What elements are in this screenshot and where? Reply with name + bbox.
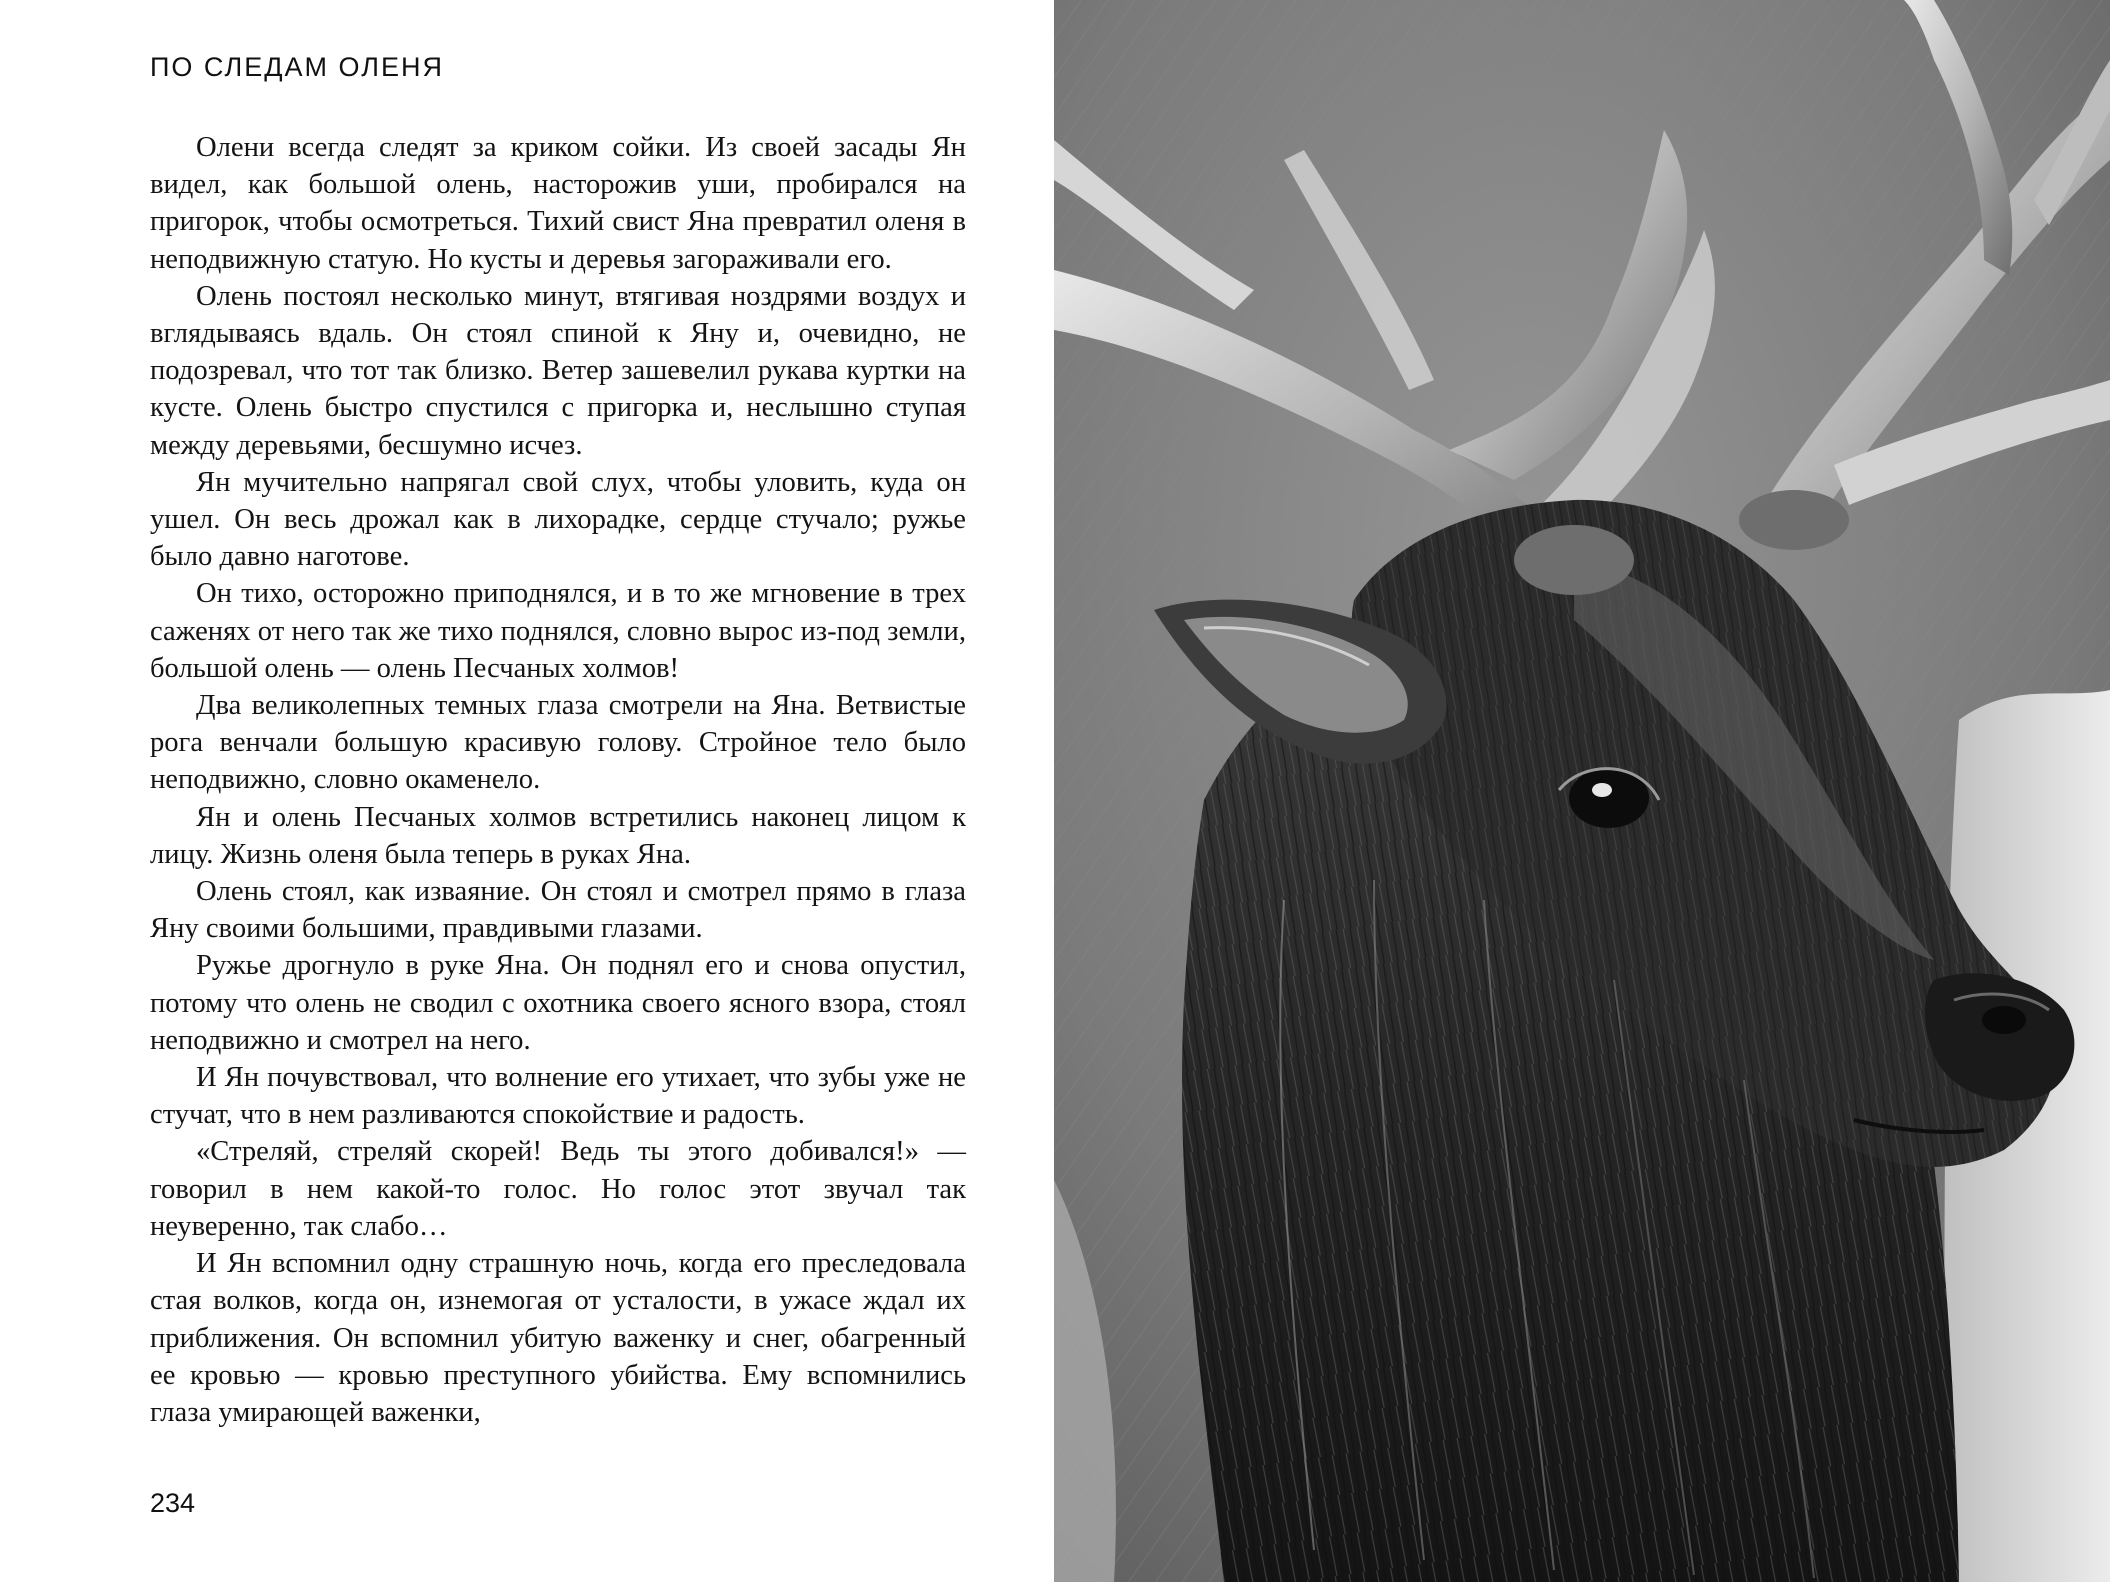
paragraph: Олень постоял несколько минут, втягивая ноздрями воздух и вглядываясь вдаль. Он стоял спиной к Яну и, очевидно, не подозревал, что тот так близко. Ветер зашевелил рукава куртки на кусте. Олень быстро спустился с пригорка и, неслышно ступая между деревьями, бесшумно исчез. <box>150 280 966 461</box>
paragraph: И Ян почувствовал, что волнение его утихает, что зубы уже не стучат, что в нем разливаются спокойствие и радость. <box>150 1062 966 1131</box>
running-head: ПО СЛЕДАМ ОЛЕНЯ <box>150 52 444 82</box>
text-page <box>0 0 1054 1582</box>
paragraph: Ян и олень Песчаных холмов встретились наконец лицом к лицу. Жизнь оленя была теперь в руках Яна. <box>150 801 966 870</box>
paragraph: Олень стоял, как изваяние. Он стоял и смотрел прямо в глаза Яну своими большими, правдивыми глазами. <box>150 876 966 945</box>
paragraph: Олени всегда следят за криком сойки. Из своей засады Ян видел, как большой олень, насторожив уши, пробирался на пригорок, чтобы осмотреться. Тихий свист Яна превратил оленя в неподвижную статую. Но кусты и деревья загораживали его. <box>150 132 966 275</box>
illustration-page <box>1054 0 2110 1582</box>
paragraph: Ружье дрогнуло в руке Яна. Он поднял его и снова опустил, потому что олень не сводил с охотника своего ясного взора, стоял неподвижно и смотрел на него. <box>150 950 966 1056</box>
body-text <box>150 129 966 1431</box>
paragraph: Он тихо, осторожно приподнялся, и в то же мгновение в трех саженях от него так же тихо поднялся, словно вырос из-под земли, большой олень — олень Песчаных холмов! <box>150 578 966 684</box>
paragraph: Ян мучительно напрягал свой слух, чтобы уловить, куда он ушел. Он весь дрожал как в лихорадке, сердце стучало; ружье было давно наготове. <box>150 466 966 573</box>
deer-illustration <box>1054 0 2110 1582</box>
paragraph: Два великолепных темных глаза смотрели на Яна. Ветвистые рога венчали большую красивую голову. Стройное тело было неподвижно, словно окаменело. <box>150 690 966 796</box>
paragraph: «Стреляй, стреляй скорей! Ведь ты этого добивался!» — говорил в нем какой-то голос. Но голос этот звучал так неуверенно, так слабо… <box>150 1136 966 1242</box>
paragraph: И Ян вспомнил одну страшную ночь, когда его преследовала стая волков, когда он, изнемогая от усталости, в ужасе ждал их приближения. Он вспомнил убитую важенку и снег, обагренный ее кровью — кровью преступного убийства. Ему вспомнились глаза умирающей важенки, <box>150 1248 966 1428</box>
page-number: 234 <box>150 1488 196 1518</box>
